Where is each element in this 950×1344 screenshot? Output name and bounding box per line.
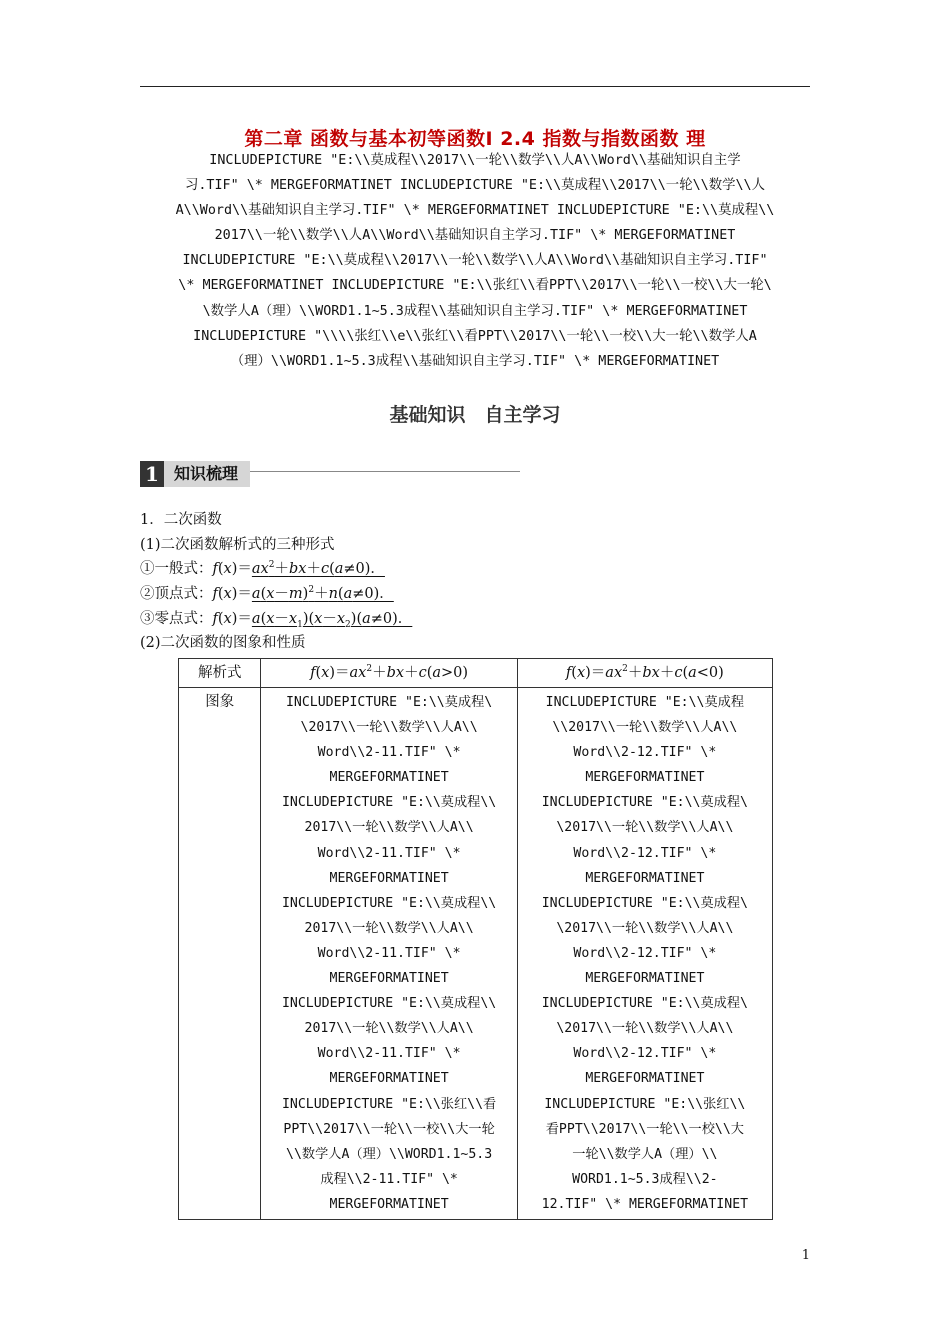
field-code-line: \2017\\一轮\\数学\\人A\\: [556, 920, 734, 936]
field-code-line: \2017\\一轮\\数学\\人A\\: [300, 720, 478, 736]
field-code-line: INCLUDEPICTURE "E:\\莫成程\\: [281, 895, 497, 911]
item-heading: 1．二次函数: [140, 512, 222, 528]
field-code-line: Word\\2-12.TIF" \*: [573, 745, 717, 761]
form-vertex-formula: $a(x-m)^2+n(a\ne 0)$．: [251, 585, 394, 603]
content-body: [140, 508, 810, 656]
field-code-line: MERGEFORMATINET: [329, 971, 449, 987]
field-code-cell: [522, 690, 768, 1217]
form-zero: ③零点式：$f(x)=a(x-x_1)(x-x_2)(a\ne 0)$．: [140, 610, 413, 630]
quadratic-properties-table: [178, 658, 773, 1220]
subheading-graph: (2)二次函数的图象和性质: [140, 635, 306, 652]
field-code-block: [138, 148, 812, 374]
table-header-row: [179, 659, 773, 688]
section-banner: [140, 461, 250, 487]
form-vertex: ②顶点式：$f(x)=a(x-m)^2+n(a\ne 0)$．: [140, 585, 394, 603]
form-vertex-label: ②顶点式：: [140, 586, 213, 603]
form-general-formula: $ax^2+bx+c(a\ne 0)$．: [251, 560, 385, 578]
field-code-line: \\数学人A（理）\\WORD1.1~5.3: [286, 1146, 493, 1162]
field-code-line: 成程\\2-11.TIF" \*: [320, 1171, 458, 1187]
banner-number: 1: [140, 461, 164, 487]
header-rule: [140, 86, 810, 87]
field-code-line: INCLUDEPICTURE "E:\\莫成程: [545, 695, 745, 710]
form-general: ①一般式：$f(x)=ax^2+bx+c(a\ne 0)$．: [140, 560, 385, 578]
field-code-line: 2017\\一轮\\数学\\人A\\Word\\基础知识自主学习.TIF" \* MERGEFORMATINET: [214, 228, 736, 244]
field-code-line: INCLUDEPICTURE "E:\\张红\\看: [281, 1096, 497, 1112]
field-code-line: Word\\2-12.TIF" \*: [573, 945, 717, 961]
form-zero-label: ③零点式：: [140, 610, 213, 627]
field-code-line: （理）\\WORD1.1~5.3成程\\基础知识自主学习.TIF" \* MERGEFORMATINET: [230, 353, 720, 369]
field-code-line: \* MERGEFORMATINET INCLUDEPICTURE "E:\\张红\\看PPT\\2017\\一轮\\一校\\大一轮\: [178, 278, 772, 294]
field-code-line: 习.TIF" \* MERGEFORMATINET INCLUDEPICTURE "E:\\莫成程\\2017\\一轮\\数学\\人: [184, 178, 766, 194]
graph-cell-a-positive: [261, 688, 517, 1220]
field-code-line: INCLUDEPICTURE "E:\\莫成程\\: [281, 795, 497, 811]
field-code-line: 12.TIF" \* MERGEFORMATINET: [541, 1196, 749, 1212]
form-zero-formula: $a(x-x_1)(x-x_2)(a\ne 0)$．: [251, 610, 413, 630]
field-code-line: A\\Word\\基础知识自主学习.TIF" \* MERGEFORMATINET INCLUDEPICTURE "E:\\莫成程\\: [175, 203, 775, 219]
field-code-line: Word\\2-11.TIF" \*: [317, 745, 461, 761]
banner-label: 知识梳理: [164, 461, 250, 487]
header-cell-form: 解析式: [179, 659, 261, 688]
table-row: [179, 688, 773, 1220]
field-code-line: INCLUDEPICTURE "E:\\莫成程\: [541, 996, 748, 1012]
row-label-graph: 图象: [179, 688, 261, 1220]
field-code-line: Word\\2-12.TIF" \*: [573, 845, 717, 861]
field-code-line: MERGEFORMATINET: [329, 870, 449, 886]
chapter-title: 第二章 函数与基本初等函数Ⅰ 2.4 指数与指数函数 理: [244, 128, 706, 150]
header-cell-a-positive: $f(x)=ax^2+bx+c(a>0)$: [261, 659, 517, 688]
field-code-line: 2017\\一轮\\数学\\人A\\: [304, 920, 474, 936]
field-code-line: MERGEFORMATINET: [329, 1196, 449, 1212]
field-code-line: \数学人A（理）\\WORD1.1~5.3成程\\基础知识自主学习.TIF" \* MERGEFORMATINET: [202, 303, 748, 319]
field-code-line: INCLUDEPICTURE "E:\\张红\\: [544, 1096, 746, 1112]
field-code-line: MERGEFORMATINET: [329, 1071, 449, 1087]
form-general-label: ①一般式：: [140, 561, 213, 578]
subheading-forms: (1)二次函数解析式的三种形式: [140, 536, 335, 553]
field-code-line: Word\\2-12.TIF" \*: [573, 1046, 717, 1062]
field-code-line: 2017\\一轮\\数学\\人A\\: [304, 820, 474, 836]
field-code-line: 2017\\一轮\\数学\\人A\\: [304, 1021, 474, 1037]
field-code-line: Word\\2-11.TIF" \*: [317, 845, 461, 861]
field-code-line: \2017\\一轮\\数学\\人A\\: [556, 820, 734, 836]
field-code-line: INCLUDEPICTURE "E:\\莫成程\\2017\\一轮\\数学\\人A\\Word\\基础知识自主学: [209, 153, 741, 168]
field-code-line: 看PPT\\2017\\一轮\\一校\\大: [545, 1121, 744, 1137]
field-code-line: INCLUDEPICTURE "\\\\张红\\e\\张红\\看PPT\\2017\\一轮\\一校\\大一轮\\数学人A: [193, 328, 757, 344]
field-code-line: MERGEFORMATINET: [585, 770, 705, 786]
field-code-line: Word\\2-11.TIF" \*: [317, 1046, 461, 1062]
field-code-line: \2017\\一轮\\数学\\人A\\: [556, 1021, 734, 1037]
field-code-line: 一轮\\数学人A（理）\\: [572, 1146, 718, 1162]
field-code-line: INCLUDEPICTURE "E:\\莫成程\\2017\\一轮\\数学\\人A\\Word\\基础知识自主学习.TIF": [182, 253, 768, 269]
field-code-cell: [265, 690, 512, 1217]
field-code-line: INCLUDEPICTURE "E:\\莫成程\: [541, 795, 748, 811]
field-code-line: MERGEFORMATINET: [585, 971, 705, 987]
field-code-line: INCLUDEPICTURE "E:\\莫成程\: [285, 695, 493, 710]
field-code-line: PPT\\2017\\一轮\\一校\\大一轮: [283, 1121, 495, 1137]
field-code-line: INCLUDEPICTURE "E:\\莫成程\: [541, 895, 748, 911]
header-cell-a-negative: $f(x)=ax^2+bx+c(a<0)$: [517, 659, 772, 688]
field-code-line: MERGEFORMATINET: [585, 870, 705, 886]
field-code-line: WORD1.1~5.3成程\\2-: [572, 1171, 718, 1187]
page-number: 1: [801, 1248, 810, 1263]
field-code-line: \\2017\\一轮\\数学\\人A\\: [552, 720, 738, 736]
field-code-line: Word\\2-11.TIF" \*: [317, 945, 461, 961]
field-code-line: MERGEFORMATINET: [585, 1071, 705, 1087]
field-code-line: INCLUDEPICTURE "E:\\莫成程\\: [281, 996, 497, 1012]
section-title: 基础知识 自主学习: [389, 404, 561, 426]
field-code-line: MERGEFORMATINET: [329, 770, 449, 786]
graph-cell-a-negative: [517, 688, 772, 1220]
